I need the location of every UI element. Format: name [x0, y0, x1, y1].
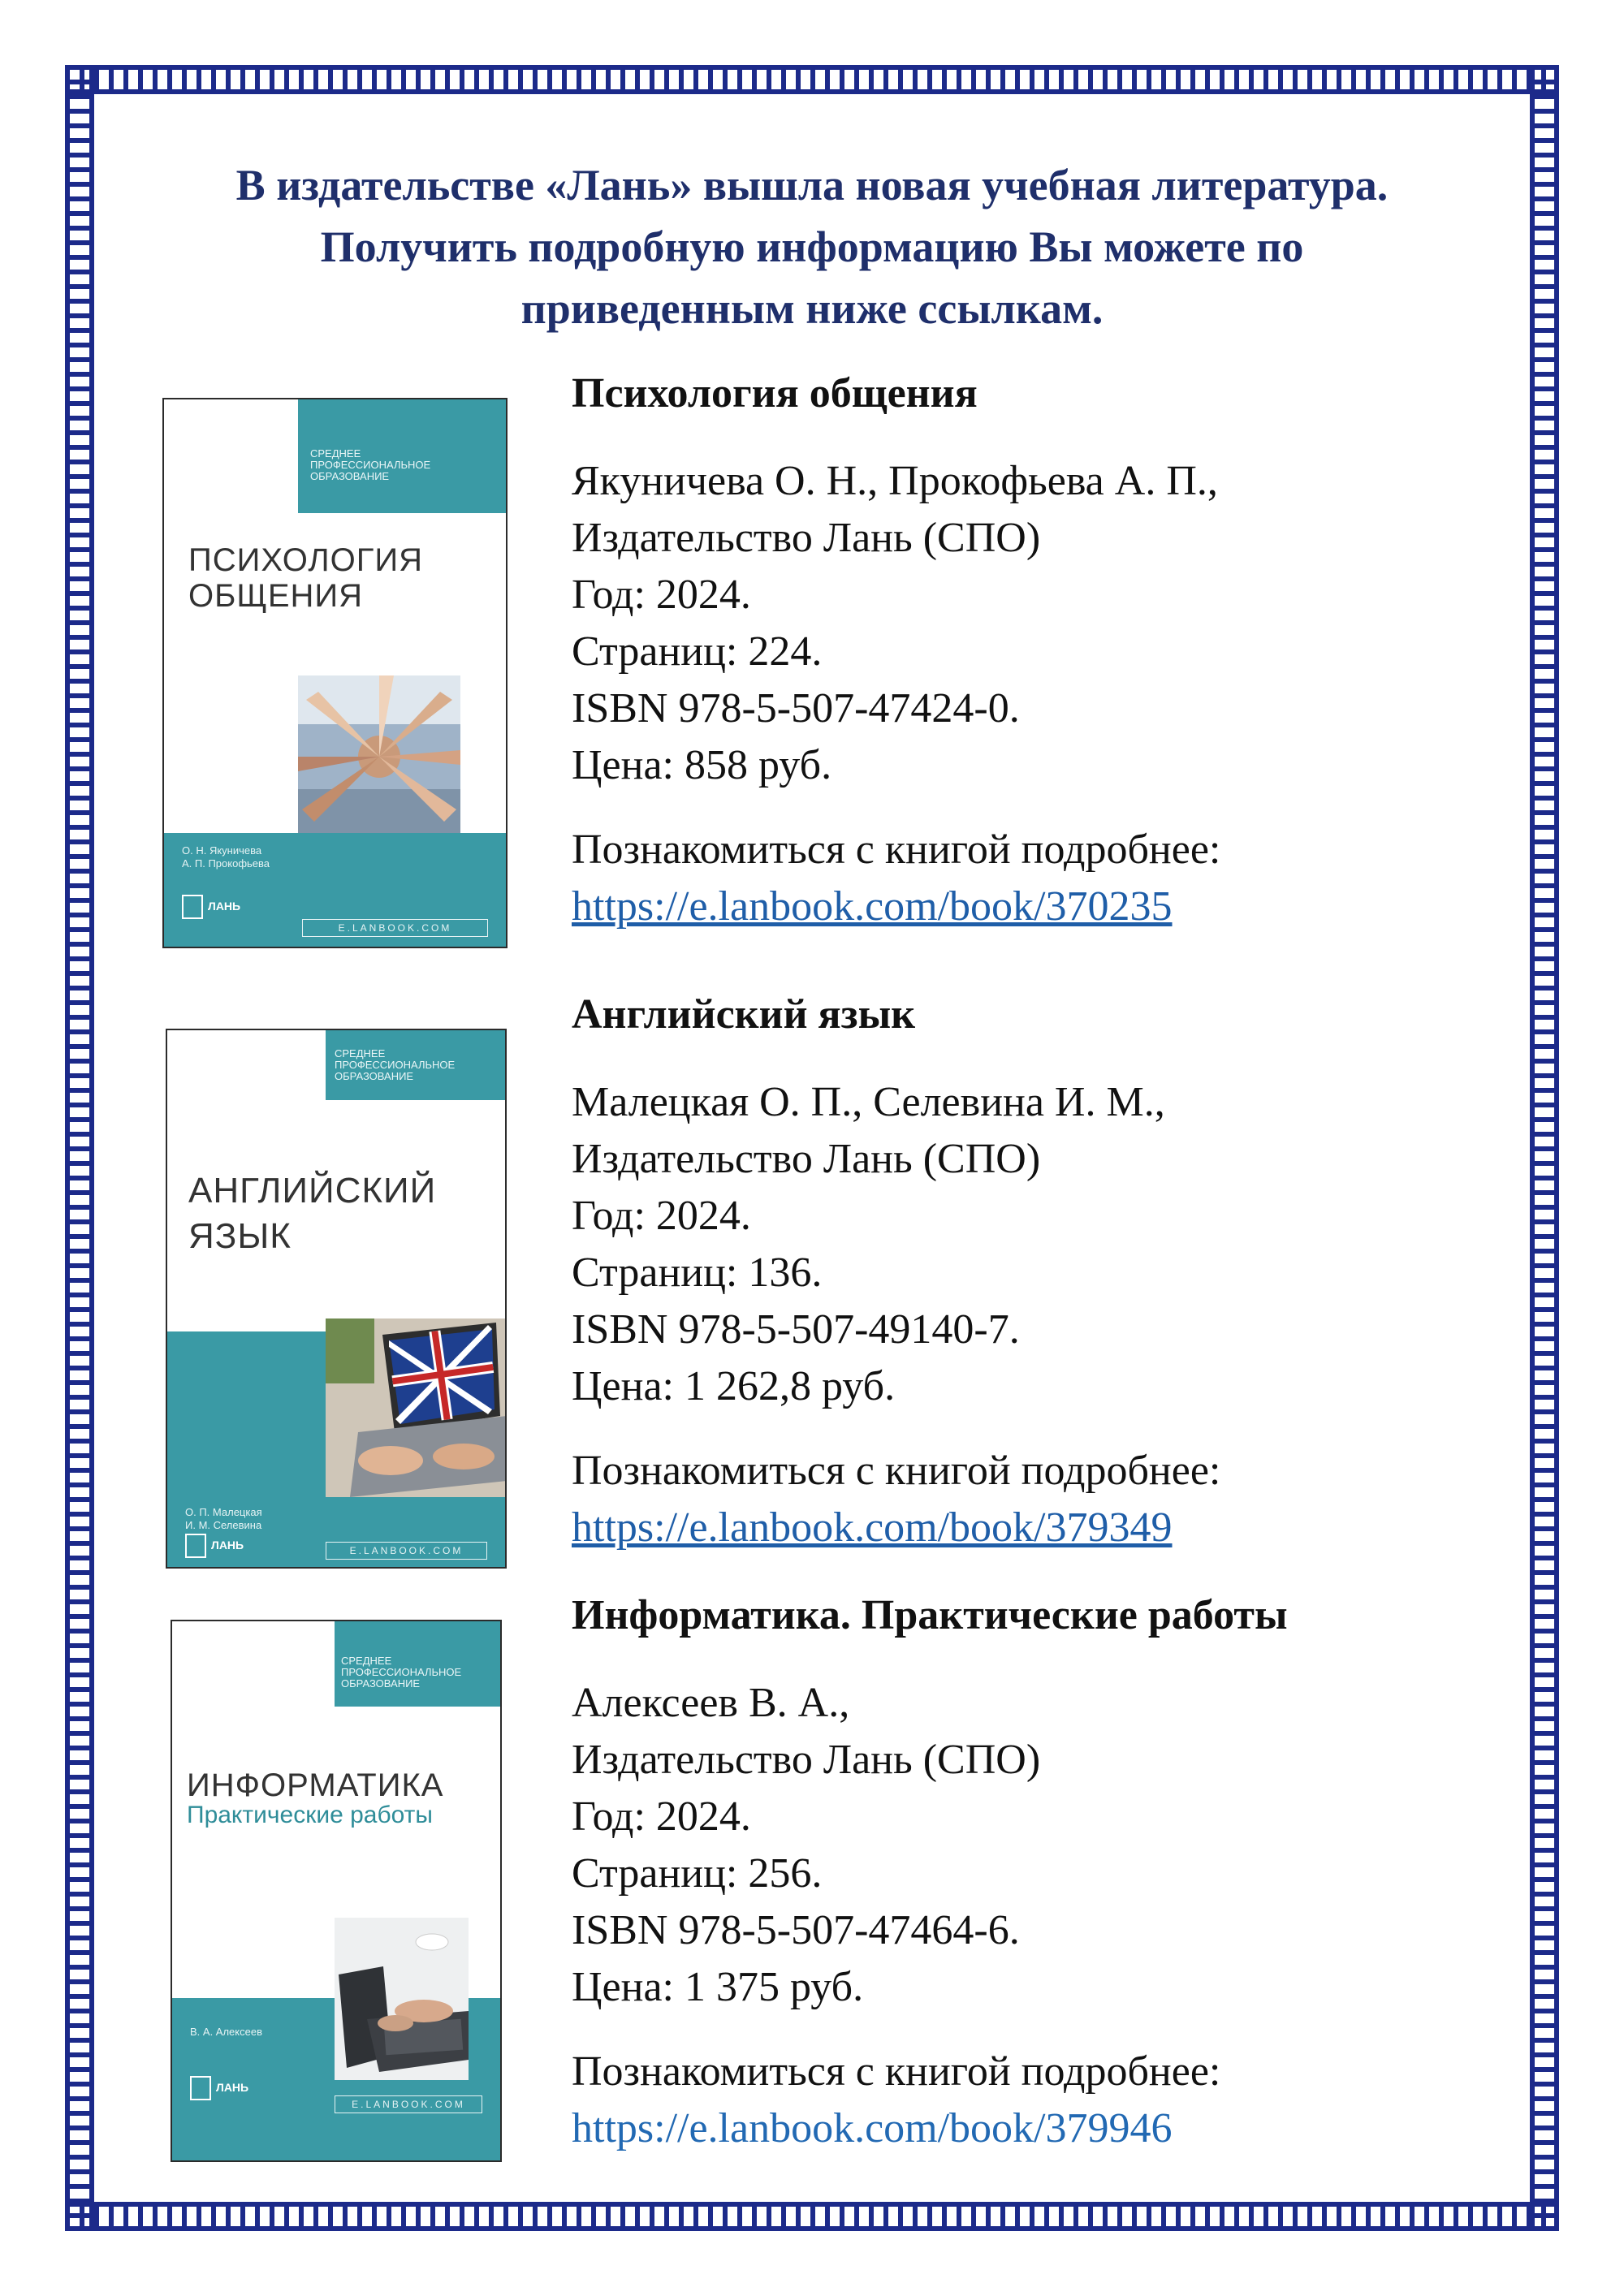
book-publisher: Издательство Лань (СПО): [572, 515, 1041, 561]
book-more-label: Познакомиться с книгой подробнее:: [572, 826, 1221, 873]
book-link[interactable]: https://e.lanbook.com/book/370235: [572, 883, 1173, 930]
book-authors: Якуничева О. Н., Прокофьева А. П.,: [572, 458, 1218, 504]
decorative-border-right: [1530, 65, 1559, 2231]
book-entry-informatics: [162, 1587, 1502, 2172]
book-publisher: Издательство Лань (СПО): [572, 1136, 1041, 1182]
book-cover-image: [171, 1620, 502, 2162]
book-entry-english: [162, 986, 1502, 1571]
book-pages: Страниц: 256.: [572, 1850, 823, 1897]
cover-photo-laptop: [335, 1918, 469, 2080]
book-more-label: Познакомиться с книгой подробнее:: [572, 1448, 1221, 1494]
decorative-border-bottom: [65, 2202, 1559, 2231]
publisher-logo-icon: [185, 1534, 206, 1558]
book-link[interactable]: https://e.lanbook.com/book/379946: [572, 2105, 1173, 2151]
header-line-1: В издательстве «Лань» вышла новая учебная литература.: [235, 161, 1389, 209]
cover-photo-laptop: [326, 1318, 507, 1497]
book-cover-image: [162, 398, 508, 948]
announcement-header: [122, 154, 1502, 339]
decorative-border-top: [65, 65, 1559, 94]
book-authors: Алексеев В. А.,: [572, 1680, 850, 1726]
book-info: [572, 1587, 1514, 2157]
cover-authors: О. Н. Якуничева А. П. Прокофьева: [182, 844, 270, 870]
cover-site-label: E.LANBOOK.COM: [335, 2095, 482, 2113]
book-title: Информатика. Практические работы: [572, 1592, 1288, 1638]
book-year: Год: 2024.: [572, 1793, 751, 1840]
decorative-border-left: [65, 65, 94, 2231]
book-info: [572, 365, 1514, 935]
book-publisher: Издательство Лань (СПО): [572, 1737, 1041, 1783]
cover-authors: О. П. Малецкая И. М. Селевина: [185, 1506, 262, 1531]
header-line-3: приведенным ниже ссылкам.: [520, 284, 1104, 333]
book-price: Цена: 1 262,8 руб.: [572, 1363, 896, 1409]
cover-site-label: E.LANBOOK.COM: [326, 1542, 487, 1560]
cover-title: ИНФОРМАТИКА: [187, 1767, 444, 1803]
publisher-logo-text: ЛАНЬ: [211, 1539, 244, 1552]
book-more-label: Познакомиться с книгой подробнее:: [572, 2048, 1221, 2095]
cover-subtitle: Практические работы: [187, 1802, 433, 1828]
cover-title: АНГЛИЙСКИЙ ЯЗЫК: [188, 1171, 437, 1256]
cover-authors: В. А. Алексеев: [190, 2026, 262, 2038]
book-isbn: ISBN 978-5-507-49140-7.: [572, 1306, 1020, 1353]
publisher-logo-icon: [182, 895, 203, 919]
book-authors: Малецкая О. П., Селевина И. М.,: [572, 1079, 1165, 1125]
book-pages: Страниц: 224.: [572, 628, 823, 675]
book-cover-image: [166, 1029, 507, 1569]
publisher-logo-text: ЛАНЬ: [208, 900, 241, 913]
book-price: Цена: 858 руб.: [572, 742, 832, 788]
book-entry-psychology: [162, 365, 1502, 950]
cover-series-label: СРЕДНЕЕ ПРОФЕССИОНАЛЬНОЕ ОБРАЗОВАНИЕ: [310, 447, 431, 482]
book-isbn: ISBN 978-5-507-47424-0.: [572, 685, 1020, 732]
book-year: Год: 2024.: [572, 572, 751, 618]
cover-series-label: СРЕДНЕЕ ПРОФЕССИОНАЛЬНОЕ ОБРАЗОВАНИЕ: [335, 1047, 456, 1082]
book-price: Цена: 1 375 руб.: [572, 1964, 864, 2010]
book-pages: Страниц: 136.: [572, 1249, 823, 1296]
cover-title: ПСИХОЛОГИЯ ОБЩЕНИЯ: [188, 542, 424, 614]
book-title: Психология общения: [572, 370, 978, 416]
cover-photo-hands: [298, 675, 460, 838]
cover-site-label: E.LANBOOK.COM: [302, 919, 488, 937]
book-isbn: ISBN 978-5-507-47464-6.: [572, 1907, 1020, 1953]
publisher-logo-icon: [190, 2076, 211, 2100]
book-info: [572, 986, 1514, 1556]
cover-series-label: СРЕДНЕЕ ПРОФЕССИОНАЛЬНОЕ ОБРАЗОВАНИЕ: [341, 1655, 462, 1690]
book-link[interactable]: https://e.lanbook.com/book/379349: [572, 1504, 1173, 1551]
book-title: Английский язык: [572, 991, 916, 1038]
book-year: Год: 2024.: [572, 1193, 751, 1239]
publisher-logo-text: ЛАНЬ: [216, 2081, 249, 2094]
header-line-2: Получить подробную информацию Вы можете по: [320, 222, 1304, 271]
